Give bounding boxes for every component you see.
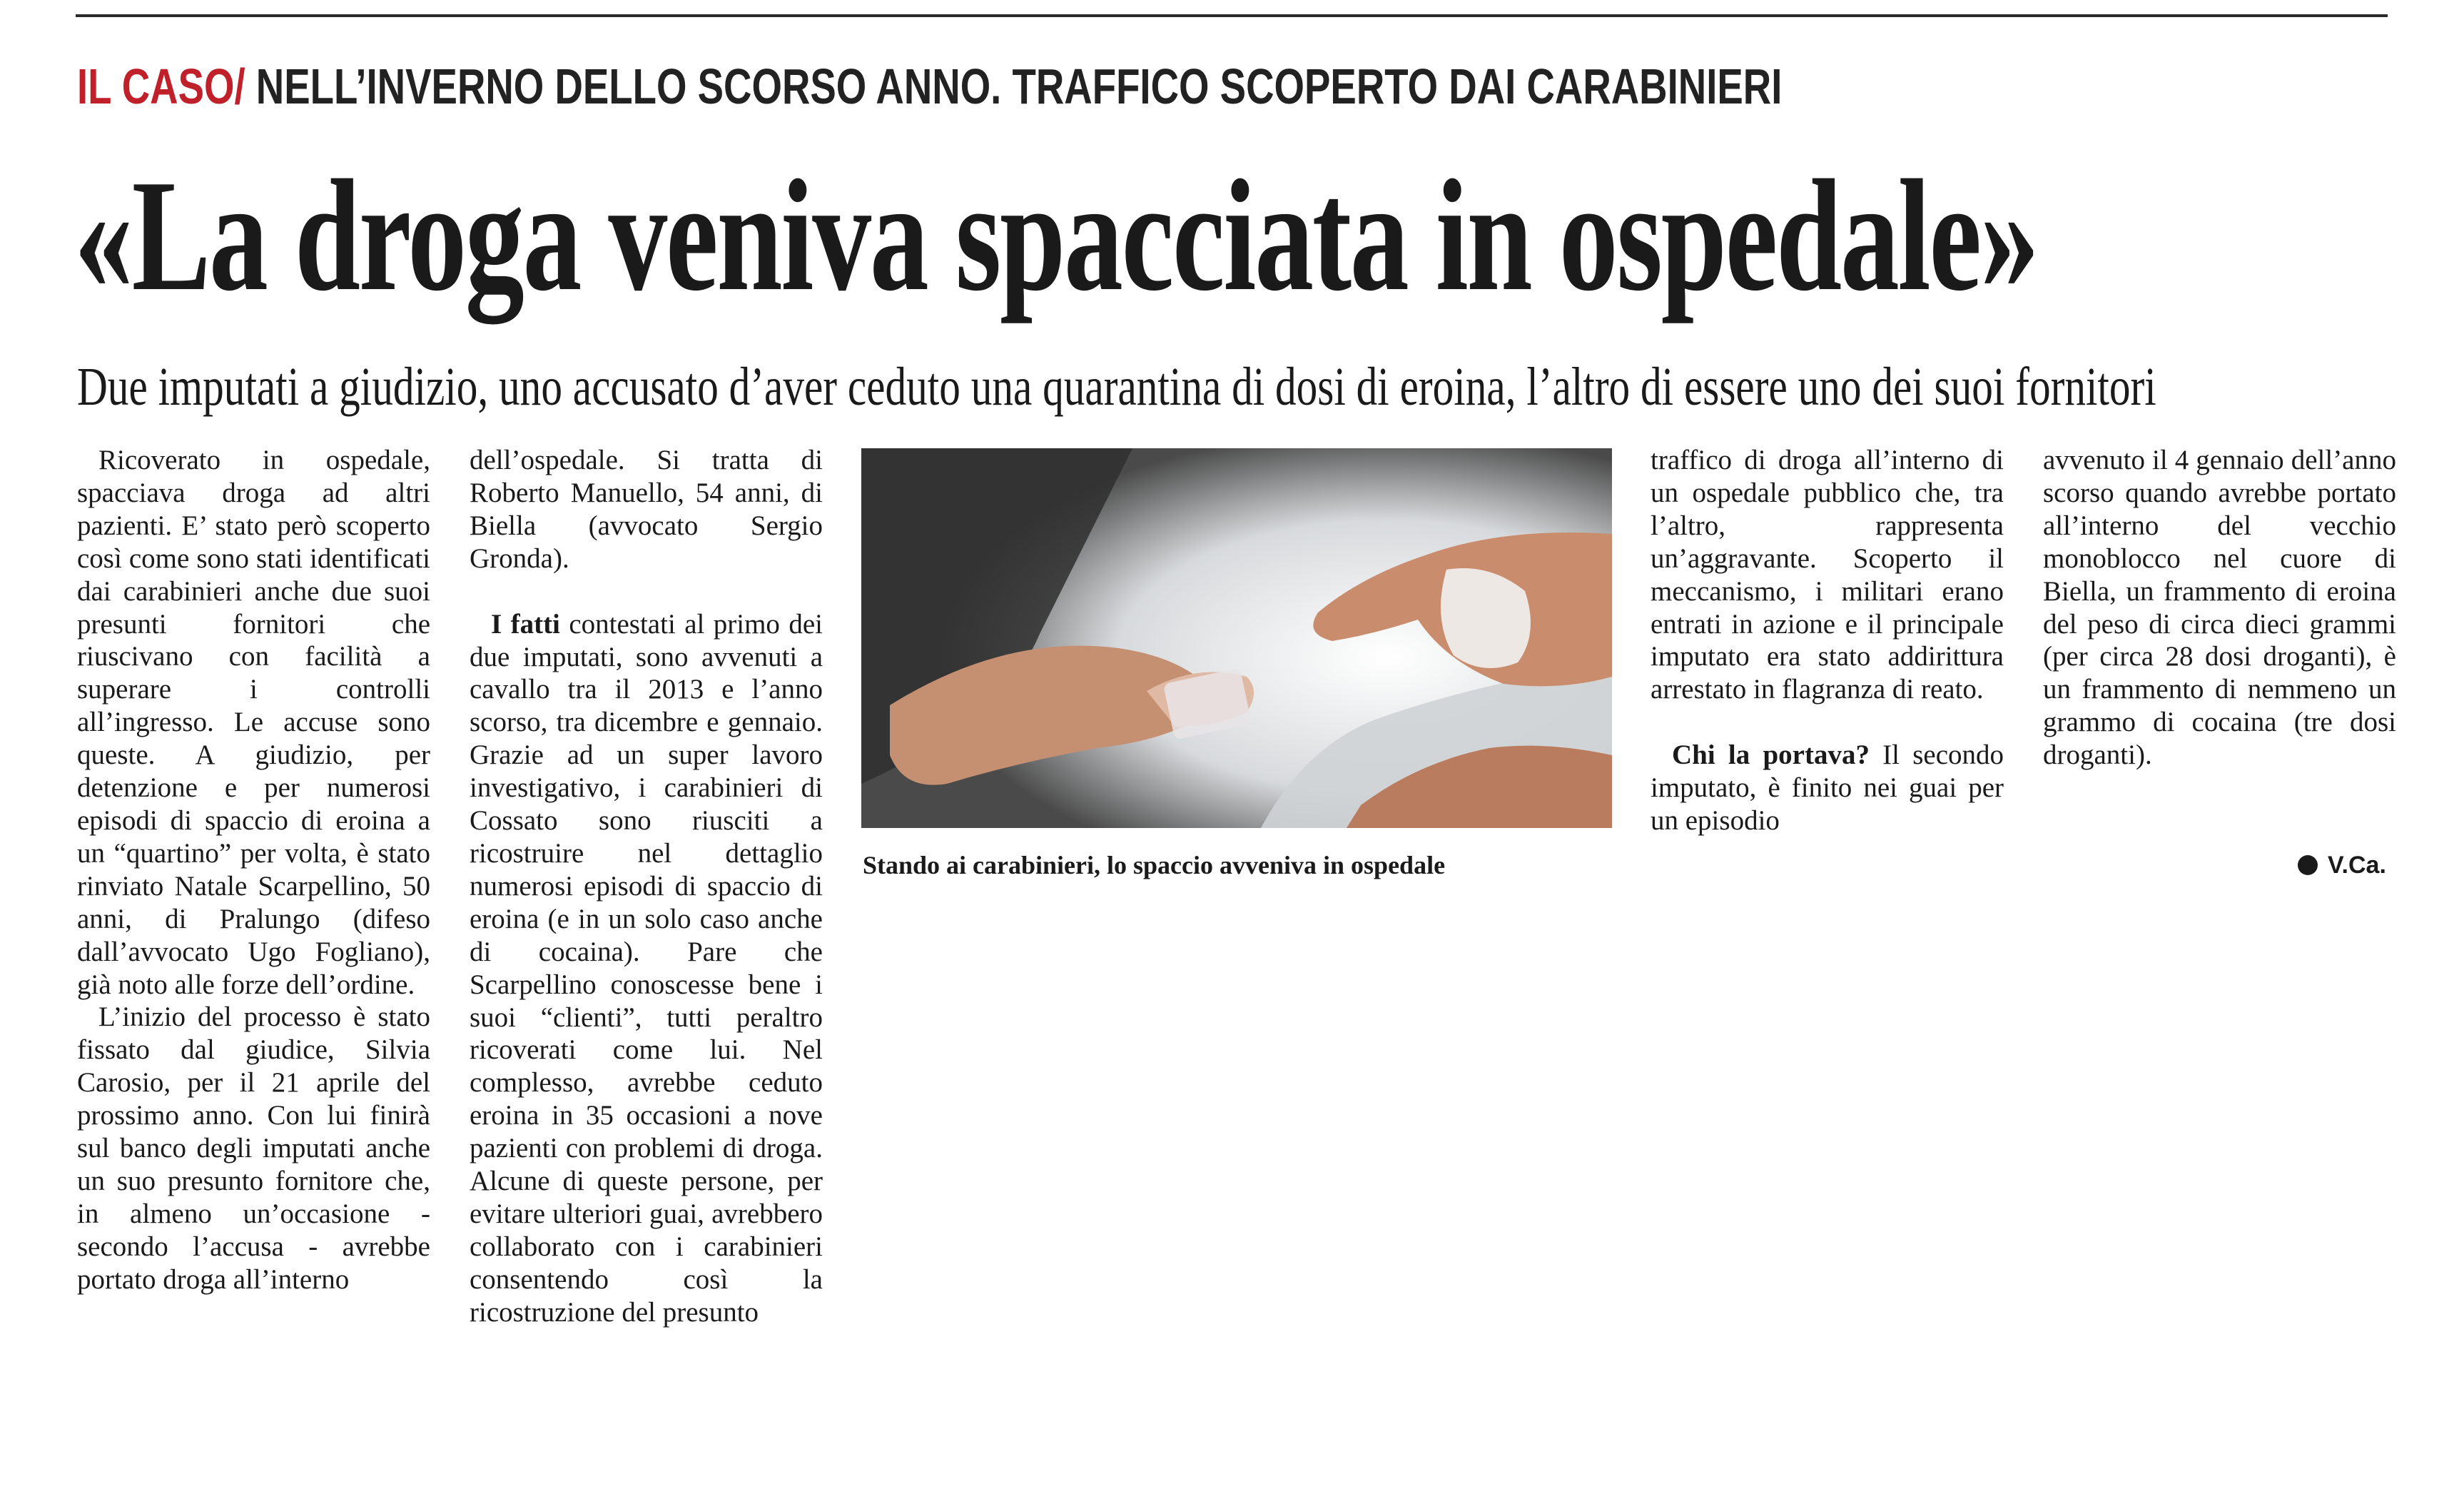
bullet-icon <box>2298 855 2318 875</box>
headline: «La droga veniva spacciata in ospedale» <box>74 147 2038 324</box>
article-column-2 <box>470 444 823 1329</box>
paragraph-text: contestati al primo dei due imputati, sono avvenuti a cavallo tra il 2013 e l’anno scorso, tra dicembre e gennaio. Grazie ad un super lavoro investigativo, i carabinieri di Cossato sono riusciti a ricostruire nel dettaglio numerosi episodi di spaccio di eroina (e in un solo caso anche di cocaina). Pare che Scarpellino conoscesse bene i suoi “clienti”, tutti peraltro ricoverati come lui. Nel complesso, avrebbe ceduto eroina in 35 occasioni a nove pazienti con problemi di droga. Alcune di queste persone, per evitare ulteriori guai, avrebbero collaborato con i carabinieri consentendo così la ricostruzione del presunto <box>470 608 823 1328</box>
photo-caption: Stando ai carabinieri, lo spaccio avveniva in ospedale <box>863 851 1446 879</box>
paragraph <box>1651 739 2004 837</box>
paragraph-lead: Chi la portava? <box>1672 740 1870 771</box>
kicker <box>77 54 1782 118</box>
paragraph: traffico di droga all’interno di un ospedale pubblico che, tra l’altro, rappresenta un’aggravante. Scoperto il meccanismo, i militari erano entrati in azione e il principale imputato era stato addirittura arrestato in flagranza di reato. <box>1651 445 2004 705</box>
paragraph: Ricoverato in ospedale, spacciava droga ad altri pazienti. E’ stato però scoperto così come sono stati identificati dai carabinieri anche due suoi presunti fornitori che riuscivano con facilità a superare i controlli all’ingresso. Le accuse sono queste. A giudizio, per detenzione e per numerosi episodi di spaccio di eroina a un “quartino” per volta, è stato rinviato Natale Scarpellino, 50 anni, di Pralungo (difeso dall’avvocato Ugo Fogliano), già noto alle forze dell’ordine. <box>77 445 430 1000</box>
byline-text: V.Ca. <box>2328 852 2386 879</box>
paragraph: dell’ospedale. Si tratta di Roberto Manuello, 54 anni, di Biella (avvocato Sergio Gronda). <box>470 445 823 574</box>
paragraph <box>470 608 823 1329</box>
kicker-section: IL CASO/ <box>77 59 245 114</box>
article-photo <box>861 448 1612 828</box>
subheadline: Due imputati a giudizio, uno accusato d’aver ceduto una quarantina di dosi di eroina, l’altro di essere uno dei suoi fornitori <box>77 357 2156 417</box>
article-column-3 <box>1651 444 2004 837</box>
photo-hands-exchange <box>861 448 1612 828</box>
article-column-1 <box>77 444 430 1296</box>
paragraph-text: Il secondo imputato, è finito nei guai per un episodio <box>1651 740 2004 837</box>
paragraph-lead: I fatti <box>491 608 560 640</box>
top-rule <box>76 14 2388 17</box>
byline <box>2298 851 2386 879</box>
kicker-text: NELL’INVERNO DELLO SCORSO ANNO. TRAFFICO SCOPERTO DAI CARABINIERI <box>245 59 1783 114</box>
article-column-4 <box>2043 444 2396 772</box>
paragraph: avvenuto il 4 gennaio dell’anno scorso quando avrebbe portato all’interno del vecchio monoblocco nel cuore di Biella, un frammento di eroina del peso di circa dieci grammi (per circa 28 dosi droganti), è un frammento di nemmeno un grammo di cocaina (tre dosi droganti). <box>2043 445 2396 771</box>
paragraph: L’inizio del processo è stato fissato dal giudice, Silvia Carosio, per il 21 aprile del prossimo anno. Con lui finirà sul banco degli imputati anche un suo presunto fornitore che, in almeno un’occasione - secondo l’accusa - avrebbe portato droga all’interno <box>77 1001 430 1295</box>
